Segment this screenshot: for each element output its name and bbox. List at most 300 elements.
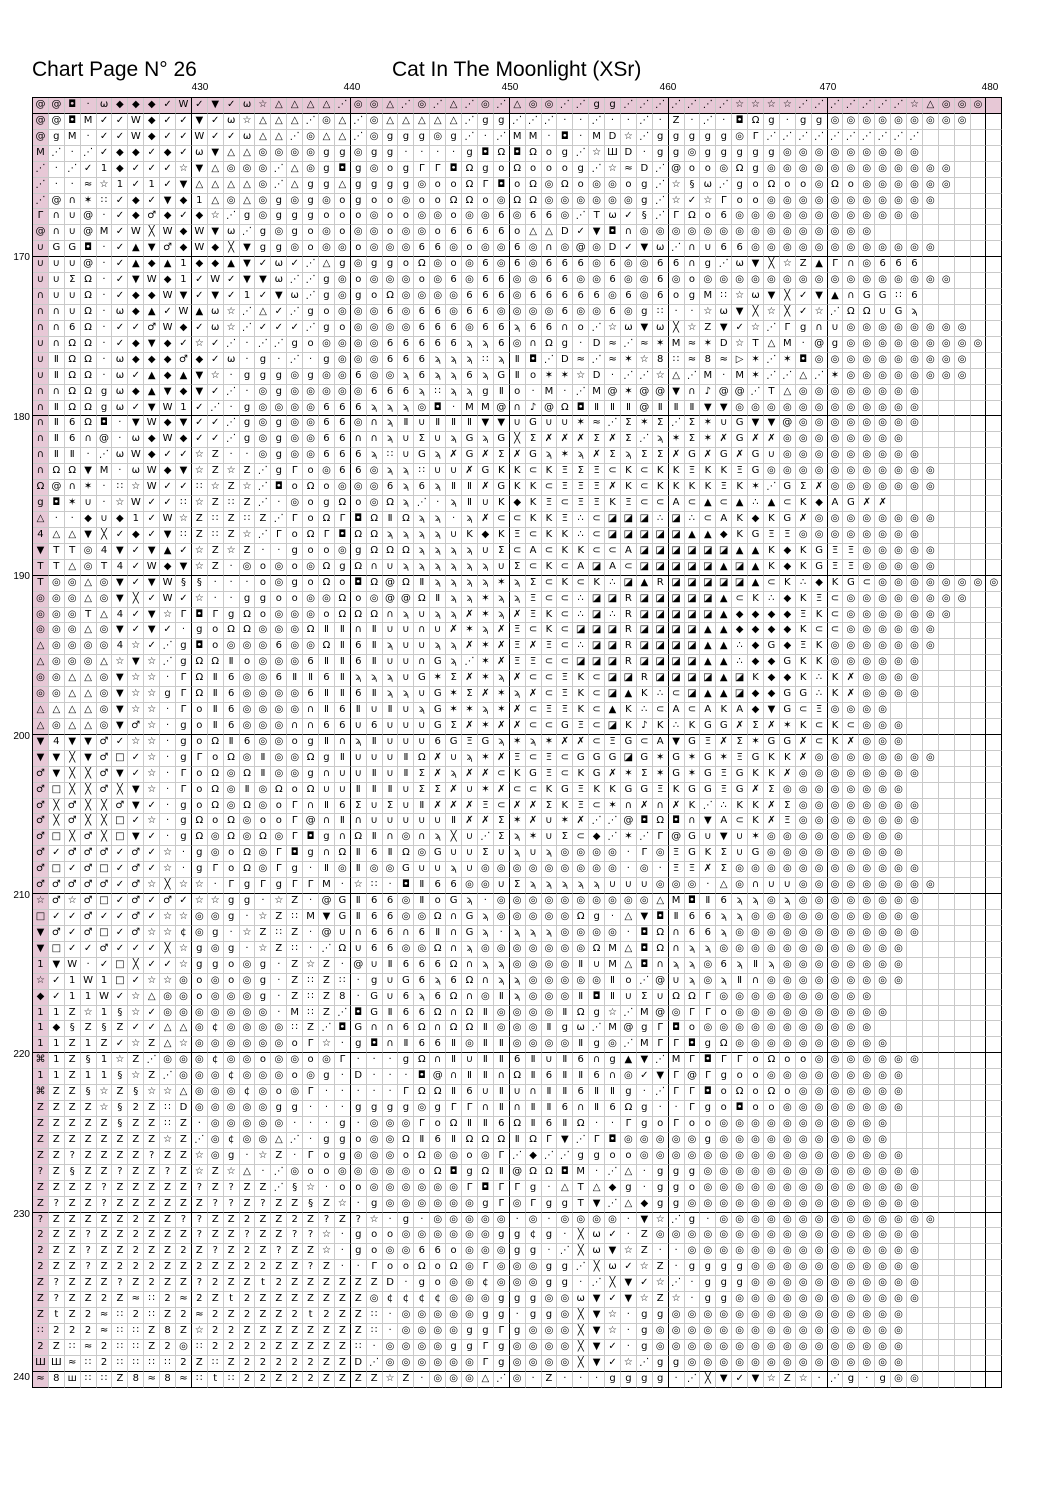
grid-cell: Z	[176, 1228, 192, 1244]
grid-cell: Σ	[764, 783, 780, 799]
grid-cell: ◎	[764, 209, 780, 225]
grid-cell: ✓	[128, 608, 144, 624]
grid-cell: Z	[669, 114, 685, 130]
grid-cell: ∩	[319, 814, 335, 830]
grid-cell: ▼	[716, 830, 732, 846]
grid-cell: Z	[255, 1228, 271, 1244]
grid-cell: ⋰	[589, 321, 605, 337]
grid-cell: ✓	[160, 480, 176, 496]
grid-cell: ◎	[621, 1133, 637, 1149]
grid-cell	[923, 767, 939, 783]
grid-cell	[971, 1324, 987, 1340]
grid-cell: ◎	[542, 974, 558, 990]
grid-cell: ◎	[812, 1260, 828, 1276]
grid-cell: 8	[700, 353, 716, 369]
grid-cell: ✗	[510, 703, 526, 719]
grid-cell: Ξ	[510, 639, 526, 655]
grid-cell: ◎	[271, 1069, 287, 1085]
grid-cell: ·	[224, 369, 240, 385]
grid-cell: ◎	[843, 1260, 859, 1276]
grid-cell: G	[700, 751, 716, 767]
grid-cell: ◎	[796, 1197, 812, 1213]
grid-cell: ϡ	[367, 671, 383, 687]
grid-cell: Ξ	[478, 799, 494, 815]
grid-cell	[971, 560, 987, 576]
grid-cell: K	[653, 719, 669, 735]
grid-cell: ⋰	[573, 385, 589, 401]
grid-cell	[971, 671, 987, 687]
grid-cell: 2	[240, 1340, 256, 1356]
grid-cell: Z	[240, 1276, 256, 1292]
grid-cell: ◎	[732, 1244, 748, 1260]
grid-cell: Z	[335, 1308, 351, 1324]
grid-cell: ⋰	[621, 1006, 637, 1022]
grid-cell: ◎	[240, 671, 256, 687]
grid-cell: ✶	[653, 337, 669, 353]
grid-cell: Σ	[414, 432, 430, 448]
grid-cell: ∴	[748, 496, 764, 512]
grid-cell: Γ	[192, 751, 208, 767]
grid-cell: ◎	[859, 432, 875, 448]
grid-cell: ▼	[192, 369, 208, 385]
grid-cell: 2	[255, 1356, 271, 1372]
grid-cell: §	[65, 1165, 81, 1181]
grid-cell: ♂	[65, 878, 81, 894]
grid-cell: ∪	[65, 257, 81, 273]
grid-cell: ◎	[478, 98, 494, 114]
grid-cell: ☆	[224, 321, 240, 337]
grid-cell: 6	[494, 337, 510, 353]
grid-cell: ✶	[478, 592, 494, 608]
grid-cell: △	[65, 719, 81, 735]
grid-cell: ◎	[240, 1069, 256, 1085]
grid-cell: o	[351, 241, 367, 257]
grid-cell: Ⅱ	[430, 416, 446, 432]
grid-cell: ∩	[49, 337, 65, 353]
grid-cell: D	[176, 1101, 192, 1117]
grid-cell: D	[605, 241, 621, 257]
grid-cell: ◎	[764, 464, 780, 480]
grid-cell: o	[319, 608, 335, 624]
grid-cell: ◪	[669, 639, 685, 655]
grid-cell: ∪	[780, 878, 796, 894]
grid-cell: ∴	[812, 687, 828, 703]
grid-cell: ◎	[859, 1260, 875, 1276]
grid-cell: ▼	[637, 321, 653, 337]
grid-cell: ✓	[224, 273, 240, 289]
grid-cell: ▼	[653, 1069, 669, 1085]
grid-cell: △	[81, 719, 97, 735]
grid-cell: △	[33, 639, 49, 655]
grid-cell: ∷	[144, 1292, 160, 1308]
grid-cell: ◎	[875, 480, 891, 496]
grid-cell: ◎	[891, 671, 907, 687]
grid-cell: ∩	[33, 464, 49, 480]
grid-cell: ⊂	[589, 687, 605, 703]
grid-cell: △	[208, 194, 224, 210]
grid-cell: 6	[383, 942, 399, 958]
grid-cell: G	[367, 1006, 383, 1022]
grid-cell: Ⅱ	[65, 448, 81, 464]
grid-cell: ♂	[65, 799, 81, 815]
grid-cell: 8	[160, 1372, 176, 1388]
grid-cell: ◎	[812, 178, 828, 194]
grid-cell: ☆	[112, 496, 128, 512]
grid-cell: 6	[716, 241, 732, 257]
grid-cell: Z	[208, 464, 224, 480]
grid-cell: @	[81, 225, 97, 241]
grid-cell: ◎	[351, 1165, 367, 1181]
grid-cell: ◪	[669, 608, 685, 624]
grid-cell: ◎	[843, 385, 859, 401]
grid-cell: ◎	[398, 305, 414, 321]
grid-cell: ·	[271, 1006, 287, 1022]
grid-cell	[986, 926, 1002, 942]
grid-cell: △	[176, 1021, 192, 1037]
grid-cell: ϡ	[478, 337, 494, 353]
grid-cell: Ⅱ	[49, 448, 65, 464]
grid-cell: △	[319, 130, 335, 146]
grid-cell: ◎	[891, 1101, 907, 1117]
grid-cell	[923, 209, 939, 225]
grid-cell: ◪	[605, 592, 621, 608]
grid-cell: ▼	[764, 703, 780, 719]
grid-cell: ?	[351, 1213, 367, 1229]
grid-cell: ╳	[589, 1260, 605, 1276]
grid-cell: Ω	[843, 305, 859, 321]
grid-cell: ◎	[875, 528, 891, 544]
grid-cell: ◎	[907, 926, 923, 942]
grid-cell: Γ	[653, 1021, 669, 1037]
grid-cell: 1	[81, 1069, 97, 1085]
grid-cell: ◎	[891, 1165, 907, 1181]
grid-cell: ◎	[255, 432, 271, 448]
grid-cell	[971, 926, 987, 942]
grid-cell: ✓	[160, 448, 176, 464]
grid-cell: ∷	[414, 464, 430, 480]
grid-cell: Z	[65, 1292, 81, 1308]
grid-cell: □	[112, 958, 128, 974]
grid-cell	[986, 1228, 1002, 1244]
grid-cell: ◘	[732, 1101, 748, 1117]
grid-cell: ☆	[144, 878, 160, 894]
grid-cell: ♂	[97, 735, 113, 751]
grid-cell: ◎	[748, 1213, 764, 1229]
grid-cell: ◎	[653, 1340, 669, 1356]
grid-cell: ▼	[81, 751, 97, 767]
grid-cell: ✶	[557, 814, 573, 830]
grid-cell: ◎	[780, 1021, 796, 1037]
grid-cell: ◎	[891, 1260, 907, 1276]
grid-cell: g	[176, 735, 192, 751]
grid-cell: ◎	[859, 273, 875, 289]
grid-cell: ∴	[653, 687, 669, 703]
grid-cell: ◪	[653, 544, 669, 560]
grid-cell: Ω	[828, 178, 844, 194]
grid-cell: ◎	[367, 162, 383, 178]
grid-cell: T	[97, 560, 113, 576]
grid-cell: ϡ	[542, 448, 558, 464]
grid-cell	[986, 241, 1002, 257]
grid-cell: o	[446, 257, 462, 273]
grid-cell: ∪	[351, 719, 367, 735]
grid-cell: ⋰	[192, 1133, 208, 1149]
grid-cell: ◆	[637, 1197, 653, 1213]
grid-cell	[939, 735, 955, 751]
grid-cell: ·	[240, 337, 256, 353]
grid-cell: ☆	[65, 894, 81, 910]
grid-cell: ◎	[828, 655, 844, 671]
grid-cell: ✶	[637, 416, 653, 432]
grid-cell: Ω	[510, 194, 526, 210]
grid-cell: ✓	[605, 1340, 621, 1356]
grid-cell: ▲	[700, 528, 716, 544]
grid-cell: Γ	[637, 846, 653, 862]
grid-cell: Ω	[240, 799, 256, 815]
grid-cell: Ω	[446, 1021, 462, 1037]
grid-cell: ◎	[891, 576, 907, 592]
grid-cell: ⊂	[859, 576, 875, 592]
grid-cell: ?	[192, 1181, 208, 1197]
grid-cell: 6	[478, 321, 494, 337]
grid-cell: △	[271, 1133, 287, 1149]
grid-cell: ◎	[907, 528, 923, 544]
grid-cell: Γ	[176, 783, 192, 799]
grid-cell	[939, 1085, 955, 1101]
grid-cell: ◎	[192, 1069, 208, 1085]
grid-cell: Ⅱ	[605, 401, 621, 417]
grid-cell: ◎	[732, 1324, 748, 1340]
grid-cell: Ξ	[573, 799, 589, 815]
grid-cell: G	[796, 687, 812, 703]
grid-cell: ▲	[716, 671, 732, 687]
grid-cell: ◎	[875, 321, 891, 337]
grid-cell: Ⅱ	[446, 1085, 462, 1101]
grid-cell: ☆	[653, 369, 669, 385]
grid-cell: Σ	[542, 799, 558, 815]
grid-cell: Ⅱ	[462, 1069, 478, 1085]
grid-cell: o	[351, 273, 367, 289]
grid-cell: ⋰	[653, 178, 669, 194]
grid-cell: ◎	[796, 990, 812, 1006]
grid-cell: Z	[255, 926, 271, 942]
grid-cell: ◎	[812, 1308, 828, 1324]
grid-cell: ◎	[367, 369, 383, 385]
grid-cell: 6	[542, 273, 558, 289]
grid-cell: ?	[303, 1228, 319, 1244]
grid-cell: 2	[160, 1340, 176, 1356]
grid-cell: ⋰	[716, 98, 732, 114]
grid-cell: @	[49, 194, 65, 210]
grid-cell: ◎	[907, 655, 923, 671]
grid-cell: ◆	[160, 369, 176, 385]
grid-cell: Γ	[669, 1117, 685, 1133]
grid-cell	[955, 464, 971, 480]
grid-cell: ◎	[446, 1292, 462, 1308]
grid-cell: g	[367, 146, 383, 162]
grid-cell: ϡ	[732, 894, 748, 910]
grid-cell: Z	[240, 1197, 256, 1213]
grid-cell: ◎	[97, 639, 113, 655]
grid-cell: g	[716, 1260, 732, 1276]
grid-cell: ✗	[557, 735, 573, 751]
grid-cell: o	[383, 225, 399, 241]
grid-cell	[955, 926, 971, 942]
grid-cell: ✓	[97, 958, 113, 974]
grid-cell: g	[637, 1340, 653, 1356]
grid-cell: ϡ	[398, 464, 414, 480]
grid-cell	[907, 958, 923, 974]
grid-cell: 6	[542, 209, 558, 225]
grid-cell: ¢	[414, 1292, 430, 1308]
grid-cell: ·	[637, 146, 653, 162]
grid-cell: Ⅱ	[430, 592, 446, 608]
grid-cell: ∪	[462, 830, 478, 846]
grid-cell: ▲	[732, 496, 748, 512]
grid-cell: ◎	[510, 1037, 526, 1053]
grid-cell	[923, 1356, 939, 1372]
grid-cell: ▼	[621, 1292, 637, 1308]
grid-cell: M	[510, 130, 526, 146]
grid-cell: g	[208, 926, 224, 942]
grid-cell: ◎	[828, 846, 844, 862]
grid-cell: ◎	[812, 1244, 828, 1260]
grid-cell: ♂	[112, 799, 128, 815]
grid-cell: ◎	[526, 862, 542, 878]
grid-cell: o	[192, 990, 208, 1006]
grid-cell: ◎	[843, 114, 859, 130]
grid-cell: ∪	[716, 416, 732, 432]
grid-cell	[923, 1260, 939, 1276]
grid-cell	[971, 608, 987, 624]
grid-cell: Z	[255, 1308, 271, 1324]
grid-cell: Ⅱ	[542, 1021, 558, 1037]
grid-cell: ◎	[875, 608, 891, 624]
grid-cell: Ω	[81, 401, 97, 417]
grid-cell: o	[398, 1149, 414, 1165]
grid-cell: ✶	[700, 432, 716, 448]
grid-cell: ◎	[828, 1181, 844, 1197]
grid-cell: g	[367, 974, 383, 990]
grid-cell: ☆	[732, 98, 748, 114]
grid-cell: ◎	[955, 337, 971, 353]
grid-cell: @	[621, 1021, 637, 1037]
grid-cell	[923, 671, 939, 687]
grid-cell: ≈	[621, 162, 637, 178]
grid-cell: ◎	[923, 464, 939, 480]
grid-cell: ◎	[907, 671, 923, 687]
grid-cell: ◎	[828, 814, 844, 830]
grid-cell: ☆	[224, 544, 240, 560]
grid-cell: ⋰	[653, 209, 669, 225]
grid-cell: ϡ	[414, 512, 430, 528]
grid-cell: ·	[605, 114, 621, 130]
grid-cell: G	[430, 846, 446, 862]
grid-cell: ⋰	[271, 1181, 287, 1197]
grid-cell: ▼	[176, 289, 192, 305]
grid-cell: ϡ	[478, 369, 494, 385]
grid-cell: Z	[144, 1197, 160, 1213]
grid-cell: Ξ	[542, 639, 558, 655]
grid-cell: ✶	[605, 799, 621, 815]
grid-cell	[971, 130, 987, 146]
grid-cell: g	[494, 1292, 510, 1308]
grid-cell: Σ	[780, 799, 796, 815]
grid-cell: Ω	[208, 655, 224, 671]
grid-cell: ◎	[859, 1181, 875, 1197]
grid-cell: ◎	[240, 1021, 256, 1037]
grid-cell: 6	[462, 1085, 478, 1101]
grid-cell: Z	[653, 1292, 669, 1308]
grid-cell: ◎	[923, 608, 939, 624]
grid-cell	[986, 464, 1002, 480]
grid-cell: Z	[81, 1101, 97, 1117]
grid-cell: ▼	[637, 1213, 653, 1229]
grid-cell: ☆	[669, 194, 685, 210]
grid-cell: ◘	[605, 1133, 621, 1149]
grid-cell: ◎	[700, 1244, 716, 1260]
grid-cell: ╳	[764, 257, 780, 273]
grid-cell: ·	[494, 926, 510, 942]
grid-cell: ◎	[828, 1260, 844, 1276]
grid-cell: ☆	[907, 98, 923, 114]
grid-cell: ◎	[160, 990, 176, 1006]
grid-cell: Ⅱ	[49, 369, 65, 385]
grid-cell: ∴	[764, 592, 780, 608]
grid-cell: ∷	[430, 385, 446, 401]
grid-cell	[939, 448, 955, 464]
grid-cell: ω	[573, 1292, 589, 1308]
grid-cell: ◎	[891, 1053, 907, 1069]
grid-cell: ◎	[446, 289, 462, 305]
grid-cell: ⌘	[33, 1085, 49, 1101]
grid-cell: ◎	[65, 623, 81, 639]
grid-cell: ◆	[128, 194, 144, 210]
grid-cell: o	[271, 799, 287, 815]
grid-cell: ▲	[700, 655, 716, 671]
grid-cell: ◎	[764, 1276, 780, 1292]
grid-cell	[986, 1101, 1002, 1117]
grid-cell: ·	[160, 767, 176, 783]
grid-cell	[939, 130, 955, 146]
grid-cell: ▼	[589, 1324, 605, 1340]
grid-cell: ◆	[128, 98, 144, 114]
grid-cell: ϡ	[414, 544, 430, 560]
grid-cell: ◆	[764, 608, 780, 624]
grid-cell: ∩	[446, 1006, 462, 1022]
grid-cell: 6	[271, 639, 287, 655]
grid-cell: ∴	[732, 639, 748, 655]
grid-cell: 6	[573, 289, 589, 305]
grid-cell: K	[494, 496, 510, 512]
grid-cell: ◎	[669, 225, 685, 241]
grid-cell: ◎	[859, 592, 875, 608]
grid-cell: ◎	[859, 958, 875, 974]
grid-cell: 2	[255, 1372, 271, 1388]
grid-cell: Γ	[208, 862, 224, 878]
grid-cell: Γ	[176, 703, 192, 719]
grid-cell	[875, 225, 891, 241]
grid-cell: @	[398, 592, 414, 608]
grid-cell: △	[255, 130, 271, 146]
grid-cell: ◎	[335, 544, 351, 560]
grid-cell: ◪	[700, 544, 716, 560]
grid-cell: Z	[319, 1260, 335, 1276]
grid-cell: ∪	[414, 814, 430, 830]
grid-cell: g	[685, 1165, 701, 1181]
grid-cell: G	[573, 751, 589, 767]
grid-cell: g	[176, 751, 192, 767]
